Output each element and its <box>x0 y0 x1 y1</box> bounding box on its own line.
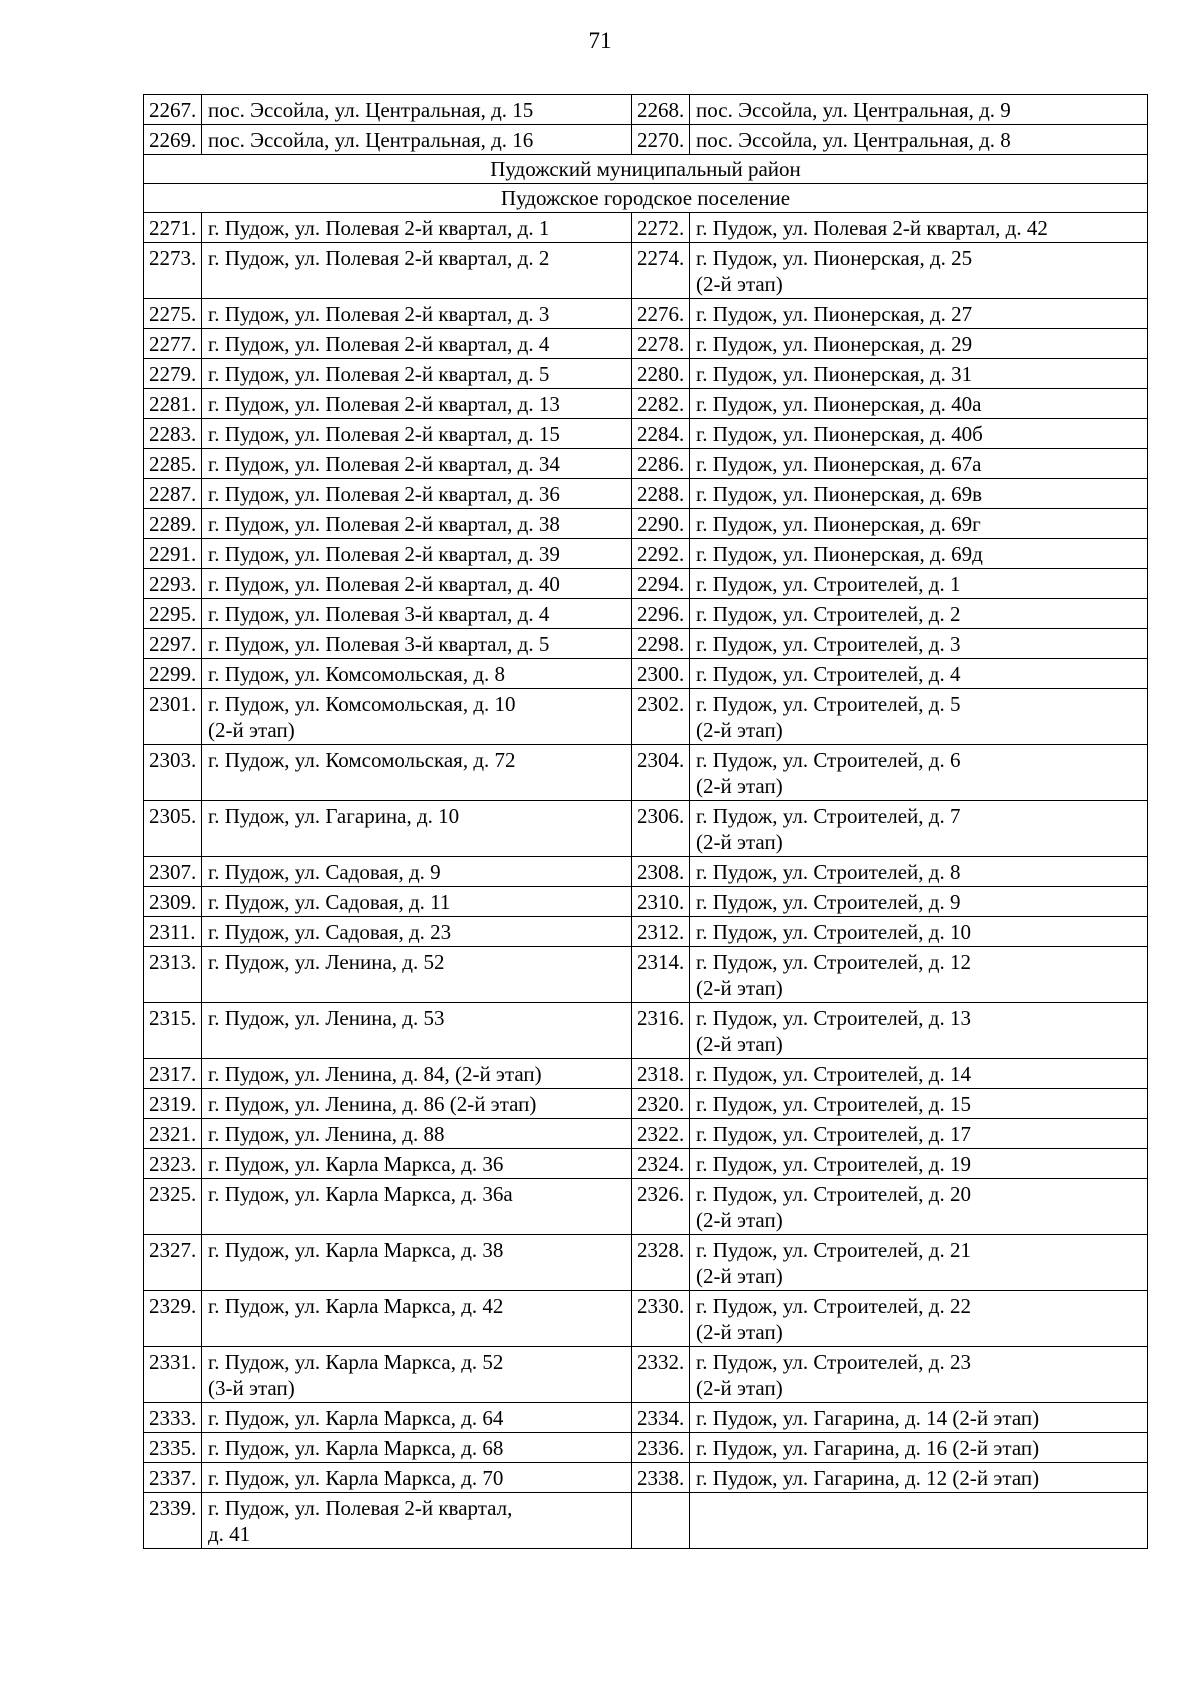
entry-number-right: 2336. <box>632 1433 690 1463</box>
address-left: г. Пудож, ул. Карла Маркса, д. 70 <box>202 1463 632 1493</box>
table-row <box>144 539 1148 569</box>
table-row <box>144 299 1148 329</box>
entry-number-left: 2325. <box>144 1179 202 1235</box>
table-row <box>144 1059 1148 1089</box>
entry-number-left: 2289. <box>144 509 202 539</box>
table-row <box>144 569 1148 599</box>
entry-number-right: 2276. <box>632 299 690 329</box>
entry-number-left: 2281. <box>144 389 202 419</box>
table-row <box>144 389 1148 419</box>
entry-number-right: 2268. <box>632 95 690 125</box>
entry-number-right: 2298. <box>632 629 690 659</box>
address-left: г. Пудож, ул. Полевая 2-й квартал, д. 41 <box>202 1493 632 1549</box>
address-right: г. Пудож, ул. Строителей, д. 2 <box>690 599 1148 629</box>
entry-number-left: 2285. <box>144 449 202 479</box>
entry-number-right: 2302. <box>632 689 690 745</box>
entry-number-left: 2327. <box>144 1235 202 1291</box>
entry-number-right: 2286. <box>632 449 690 479</box>
table-row <box>144 947 1148 1003</box>
address-right: г. Пудож, ул. Гагарина, д. 14 (2-й этап) <box>690 1403 1148 1433</box>
section-title: Пудожское городское поселение <box>144 184 1148 213</box>
table-row <box>144 1493 1148 1549</box>
entry-number-right: 2292. <box>632 539 690 569</box>
table-row <box>144 629 1148 659</box>
entry-number-right: 2330. <box>632 1291 690 1347</box>
address-left: г. Пудож, ул. Полевая 2-й квартал, д. 39 <box>202 539 632 569</box>
address-left: г. Пудож, ул. Полевая 2-й квартал, д. 36 <box>202 479 632 509</box>
address-left: г. Пудож, ул. Карла Маркса, д. 38 <box>202 1235 632 1291</box>
entry-number-left: 2305. <box>144 801 202 857</box>
section-title: Пудожский муниципальный район <box>144 155 1148 184</box>
entry-number-right: 2272. <box>632 213 690 243</box>
address-right: г. Пудож, ул. Пионерская, д. 69в <box>690 479 1148 509</box>
address-right: г. Пудож, ул. Строителей, д. 9 <box>690 887 1148 917</box>
table-row <box>144 1291 1148 1347</box>
address-left: г. Пудож, ул. Полевая 2-й квартал, д. 15 <box>202 419 632 449</box>
section-header-row <box>144 184 1148 213</box>
entry-number-left: 2301. <box>144 689 202 745</box>
address-left: г. Пудож, ул. Ленина, д. 86 (2-й этап) <box>202 1089 632 1119</box>
address-right: г. Пудож, ул. Строителей, д. 20 (2-й этап) <box>690 1179 1148 1235</box>
address-left: пос. Эссойла, ул. Центральная, д. 15 <box>202 95 632 125</box>
address-left: г. Пудож, ул. Полевая 2-й квартал, д. 3 <box>202 299 632 329</box>
entry-number-right: 2280. <box>632 359 690 389</box>
table-row <box>144 1463 1148 1493</box>
table-row <box>144 659 1148 689</box>
address-left: г. Пудож, ул. Комсомольская, д. 72 <box>202 745 632 801</box>
table-row <box>144 359 1148 389</box>
entry-number-right: 2306. <box>632 801 690 857</box>
entry-number-right: 2316. <box>632 1003 690 1059</box>
address-left: г. Пудож, ул. Комсомольская, д. 10 (2-й этап) <box>202 689 632 745</box>
entry-number-left: 2271. <box>144 213 202 243</box>
address-right: г. Пудож, ул. Строителей, д. 13 (2-й этап) <box>690 1003 1148 1059</box>
address-right: г. Пудож, ул. Строителей, д. 6 (2-й этап) <box>690 745 1148 801</box>
entry-number-left: 2331. <box>144 1347 202 1403</box>
entry-number-right: 2294. <box>632 569 690 599</box>
address-left: г. Пудож, ул. Ленина, д. 84, (2-й этап) <box>202 1059 632 1089</box>
entry-number-left: 2303. <box>144 745 202 801</box>
table-row <box>144 449 1148 479</box>
address-right <box>690 1493 1148 1549</box>
entry-number-right: 2318. <box>632 1059 690 1089</box>
address-left: г. Пудож, ул. Карла Маркса, д. 68 <box>202 1433 632 1463</box>
entry-number-left: 2307. <box>144 857 202 887</box>
address-left: г. Пудож, ул. Ленина, д. 52 <box>202 947 632 1003</box>
table-row <box>144 509 1148 539</box>
entry-number-right: 2326. <box>632 1179 690 1235</box>
table-row <box>144 1149 1148 1179</box>
address-right: г. Пудож, ул. Строителей, д. 5 (2-й этап) <box>690 689 1148 745</box>
entry-number-left: 2277. <box>144 329 202 359</box>
address-left: г. Пудож, ул. Полевая 2-й квартал, д. 2 <box>202 243 632 299</box>
entry-number-left: 2293. <box>144 569 202 599</box>
address-right: г. Пудож, ул. Строителей, д. 3 <box>690 629 1148 659</box>
table-row <box>144 599 1148 629</box>
entry-number-right: 2310. <box>632 887 690 917</box>
entry-number-right: 2322. <box>632 1119 690 1149</box>
address-left: г. Пудож, ул. Садовая, д. 11 <box>202 887 632 917</box>
address-table-body <box>144 95 1148 1549</box>
address-left: пос. Эссойла, ул. Центральная, д. 16 <box>202 125 632 155</box>
entry-number-right: 2270. <box>632 125 690 155</box>
address-table <box>143 94 1148 1549</box>
entry-number-left: 2329. <box>144 1291 202 1347</box>
table-row <box>144 1347 1148 1403</box>
table-row <box>144 917 1148 947</box>
address-right: г. Пудож, ул. Гагарина, д. 12 (2-й этап) <box>690 1463 1148 1493</box>
entry-number-right: 2304. <box>632 745 690 801</box>
address-right: г. Пудож, ул. Строителей, д. 12 (2-й этап) <box>690 947 1148 1003</box>
entry-number-right: 2328. <box>632 1235 690 1291</box>
entry-number-left: 2333. <box>144 1403 202 1433</box>
table-row <box>144 213 1148 243</box>
address-right: пос. Эссойла, ул. Центральная, д. 9 <box>690 95 1148 125</box>
entry-number-right: 2324. <box>632 1149 690 1179</box>
entry-number-left: 2299. <box>144 659 202 689</box>
table-row <box>144 1433 1148 1463</box>
address-left: г. Пудож, ул. Карла Маркса, д. 52 (3-й этап) <box>202 1347 632 1403</box>
address-right: г. Пудож, ул. Пионерская, д. 67а <box>690 449 1148 479</box>
table-row <box>144 745 1148 801</box>
address-left: г. Пудож, ул. Полевая 2-й квартал, д. 13 <box>202 389 632 419</box>
address-left: г. Пудож, ул. Карла Маркса, д. 36а <box>202 1179 632 1235</box>
table-row <box>144 801 1148 857</box>
page-number: 71 <box>588 28 612 53</box>
table-row <box>144 887 1148 917</box>
entry-number-right: 2296. <box>632 599 690 629</box>
table-row <box>144 243 1148 299</box>
entry-number-left: 2337. <box>144 1463 202 1493</box>
address-left: г. Пудож, ул. Карла Маркса, д. 36 <box>202 1149 632 1179</box>
address-right: г. Пудож, ул. Пионерская, д. 40б <box>690 419 1148 449</box>
table-row <box>144 479 1148 509</box>
entry-number-right: 2312. <box>632 917 690 947</box>
entry-number-left: 2273. <box>144 243 202 299</box>
entry-number-left: 2311. <box>144 917 202 947</box>
entry-number-right: 2278. <box>632 329 690 359</box>
table-row <box>144 1003 1148 1059</box>
entry-number-right: 2288. <box>632 479 690 509</box>
entry-number-right: 2338. <box>632 1463 690 1493</box>
entry-number-right: 2282. <box>632 389 690 419</box>
entry-number-right: 2320. <box>632 1089 690 1119</box>
address-right: г. Пудож, ул. Строителей, д. 19 <box>690 1149 1148 1179</box>
entry-number-right: 2284. <box>632 419 690 449</box>
address-left: г. Пудож, ул. Гагарина, д. 10 <box>202 801 632 857</box>
address-left: г. Пудож, ул. Садовая, д. 9 <box>202 857 632 887</box>
entry-number-left: 2309. <box>144 887 202 917</box>
entry-number-left: 2323. <box>144 1149 202 1179</box>
entry-number-left: 2287. <box>144 479 202 509</box>
address-right: г. Пудож, ул. Строителей, д. 22 (2-й этап) <box>690 1291 1148 1347</box>
address-left: г. Пудож, ул. Комсомольская, д. 8 <box>202 659 632 689</box>
entry-number-left: 2317. <box>144 1059 202 1089</box>
section-header-row <box>144 155 1148 184</box>
table-row <box>144 1119 1148 1149</box>
entry-number-left: 2291. <box>144 539 202 569</box>
address-right: пос. Эссойла, ул. Центральная, д. 8 <box>690 125 1148 155</box>
address-right: г. Пудож, ул. Пионерская, д. 40а <box>690 389 1148 419</box>
address-left: г. Пудож, ул. Полевая 2-й квартал, д. 34 <box>202 449 632 479</box>
address-left: г. Пудож, ул. Ленина, д. 53 <box>202 1003 632 1059</box>
address-left: г. Пудож, ул. Полевая 2-й квартал, д. 1 <box>202 213 632 243</box>
entry-number-left: 2315. <box>144 1003 202 1059</box>
table-row <box>144 95 1148 125</box>
address-left: г. Пудож, ул. Полевая 2-й квартал, д. 4 <box>202 329 632 359</box>
table-row <box>144 857 1148 887</box>
address-left: г. Пудож, ул. Карла Маркса, д. 64 <box>202 1403 632 1433</box>
address-left: г. Пудож, ул. Полевая 2-й квартал, д. 5 <box>202 359 632 389</box>
table-row <box>144 419 1148 449</box>
table-row <box>144 125 1148 155</box>
table-row <box>144 1179 1148 1235</box>
table-row <box>144 329 1148 359</box>
entry-number-left: 2319. <box>144 1089 202 1119</box>
address-right: г. Пудож, ул. Строителей, д. 17 <box>690 1119 1148 1149</box>
entry-number-left: 2313. <box>144 947 202 1003</box>
entry-number-left: 2269. <box>144 125 202 155</box>
address-right: г. Пудож, ул. Строителей, д. 23 (2-й этап) <box>690 1347 1148 1403</box>
entry-number-right: 2274. <box>632 243 690 299</box>
entry-number-right: 2300. <box>632 659 690 689</box>
address-left: г. Пудож, ул. Полевая 3-й квартал, д. 5 <box>202 629 632 659</box>
entry-number-left: 2335. <box>144 1433 202 1463</box>
address-right: г. Пудож, ул. Строителей, д. 7 (2-й этап) <box>690 801 1148 857</box>
entry-number-right: 2290. <box>632 509 690 539</box>
address-right: г. Пудож, ул. Строителей, д. 4 <box>690 659 1148 689</box>
address-right: г. Пудож, ул. Строителей, д. 14 <box>690 1059 1148 1089</box>
table-row <box>144 689 1148 745</box>
address-left: г. Пудож, ул. Ленина, д. 88 <box>202 1119 632 1149</box>
address-right: г. Пудож, ул. Строителей, д. 21 (2-й этап) <box>690 1235 1148 1291</box>
entry-number-right: 2308. <box>632 857 690 887</box>
entry-number-left: 2267. <box>144 95 202 125</box>
address-right: г. Пудож, ул. Строителей, д. 15 <box>690 1089 1148 1119</box>
address-right: г. Пудож, ул. Пионерская, д. 29 <box>690 329 1148 359</box>
address-left: г. Пудож, ул. Полевая 2-й квартал, д. 38 <box>202 509 632 539</box>
entry-number-left: 2283. <box>144 419 202 449</box>
address-left: г. Пудож, ул. Полевая 2-й квартал, д. 40 <box>202 569 632 599</box>
address-right: г. Пудож, ул. Строителей, д. 8 <box>690 857 1148 887</box>
entry-number-right: 2314. <box>632 947 690 1003</box>
address-left: г. Пудож, ул. Садовая, д. 23 <box>202 917 632 947</box>
entry-number-right: 2334. <box>632 1403 690 1433</box>
entry-number-left: 2295. <box>144 599 202 629</box>
entry-number-left: 2297. <box>144 629 202 659</box>
entry-number-left: 2275. <box>144 299 202 329</box>
table-row <box>144 1235 1148 1291</box>
address-right: г. Пудож, ул. Строителей, д. 1 <box>690 569 1148 599</box>
entry-number-left: 2321. <box>144 1119 202 1149</box>
address-right: г. Пудож, ул. Пионерская, д. 25 (2-й этап) <box>690 243 1148 299</box>
address-right: г. Пудож, ул. Пионерская, д. 27 <box>690 299 1148 329</box>
entry-number-right <box>632 1493 690 1549</box>
address-right: г. Пудож, ул. Гагарина, д. 16 (2-й этап) <box>690 1433 1148 1463</box>
address-left: г. Пудож, ул. Карла Маркса, д. 42 <box>202 1291 632 1347</box>
table-row <box>144 1403 1148 1433</box>
address-right: г. Пудож, ул. Строителей, д. 10 <box>690 917 1148 947</box>
address-left: г. Пудож, ул. Полевая 3-й квартал, д. 4 <box>202 599 632 629</box>
address-right: г. Пудож, ул. Полевая 2-й квартал, д. 42 <box>690 213 1148 243</box>
address-right: г. Пудож, ул. Пионерская, д. 31 <box>690 359 1148 389</box>
address-right: г. Пудож, ул. Пионерская, д. 69д <box>690 539 1148 569</box>
entry-number-right: 2332. <box>632 1347 690 1403</box>
entry-number-left: 2279. <box>144 359 202 389</box>
address-right: г. Пудож, ул. Пионерская, д. 69г <box>690 509 1148 539</box>
table-row <box>144 1089 1148 1119</box>
entry-number-left: 2339. <box>144 1493 202 1549</box>
